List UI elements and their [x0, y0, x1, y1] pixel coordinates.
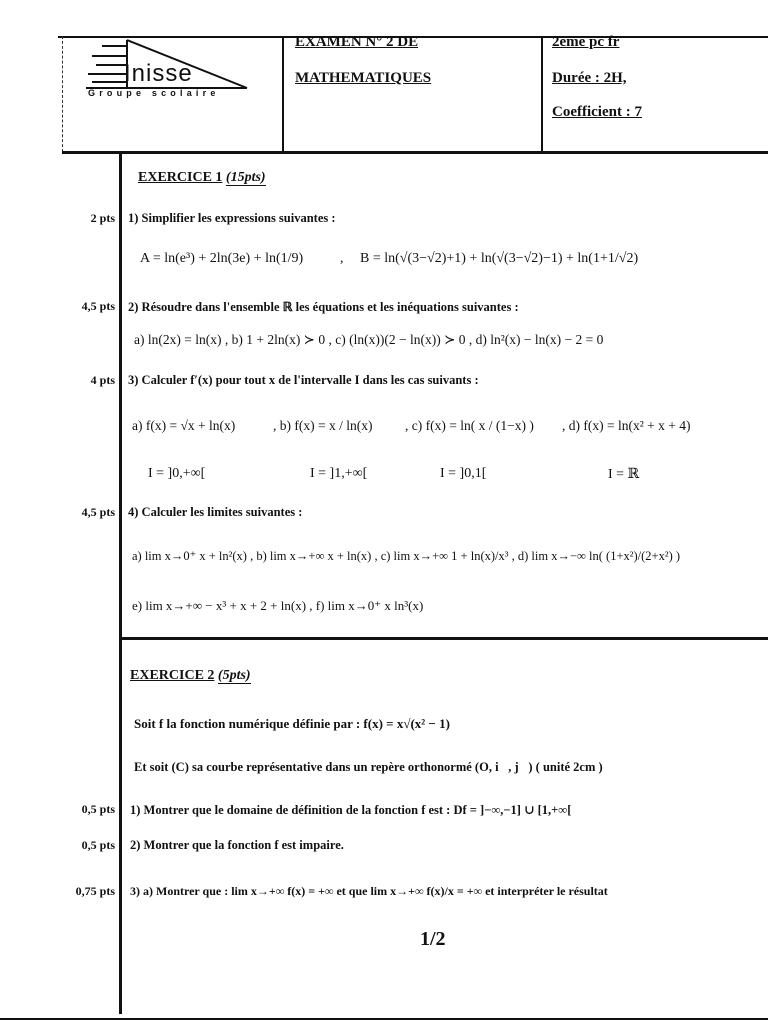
q3-text: 3) Calculer f′(x) pour tout x de l'intervalle I dans les cas suivants :: [128, 373, 479, 387]
exam-title-line2: MATHEMATIQUES: [295, 70, 432, 86]
q3-b: , b) f(x) = x / ln(x): [273, 418, 373, 433]
ex2-q3-points: 0,75 pts: [75, 884, 115, 898]
header-divider-1: [282, 36, 284, 152]
q3-c: , c) f(x) = ln( x / (1−x) ): [405, 418, 534, 433]
exercise2-intro2: Et soit (C) sa courbe représentative dans un repère orthonormé (O, i⃗, j⃗) ( unité 2cm ): [134, 760, 603, 774]
q3-interval-b: I = ]1,+∞[: [310, 466, 368, 481]
exercise1-title: EXERCICE 1: [138, 170, 223, 185]
q4-text: 4) Calculer les limites suivantes :: [128, 505, 303, 519]
q2-points: 4,5 pts: [81, 299, 115, 313]
q4-row1: a) lim x→0⁺ x + ln²(x) , b) lim x→+∞ x + ln(x) , c) lim x→+∞ 1 + ln(x)/x³ , d) lim x→−∞ ln( (1+x²)/(2+x²) ): [132, 549, 681, 563]
exercise2-heading: [130, 668, 251, 684]
page-number: 1/2: [420, 928, 446, 950]
exercise2-title: EXERCICE 2: [130, 668, 215, 683]
exam-coefficient: Coefficient : 7: [552, 104, 642, 120]
q1-text: 1) Simplifier les expressions suivantes :: [128, 211, 336, 225]
logo-subtitle: Groupe scolaire: [88, 88, 220, 98]
class-level: 2eme pc fr: [552, 34, 620, 50]
ex2-q1-points: 0,5 pts: [81, 802, 115, 816]
header-divider-2: [541, 36, 543, 152]
exam-duration: Durée : 2H,: [552, 70, 627, 86]
q4-row2: e) lim x→+∞ − x³ + x + 2 + ln(x) , f) lim x→0⁺ x ln³(x): [132, 598, 424, 613]
exam-title-line1: EXAMEN N° 2 DE: [295, 34, 419, 50]
margin-rule: [119, 152, 122, 1014]
q1-separator: ,: [340, 251, 344, 266]
ex2-q2-text: 2) Montrer que la fonction f est impaire.: [130, 838, 344, 852]
q2-items: a) ln(2x) = ln(x) , b) 1 + 2ln(x) ≻ 0 , c) (ln(x))(2 − ln(x)) ≻ 0 , d) ln²(x) − ln(x) − 2 = 0: [134, 332, 604, 347]
logo-name: Inisse: [124, 60, 193, 87]
q2-text: 2) Résoudre dans l'ensemble ℝ les équations et les inéquations suivantes :: [128, 300, 519, 314]
q3-interval-a: I = ]0,+∞[: [148, 466, 206, 481]
q4-points: 4,5 pts: [81, 505, 115, 519]
ex2-q2-points: 0,5 pts: [81, 838, 115, 852]
q1-formula-b: B = ln(√(3−√2)+1) + ln(√(3−√2)−1) + ln(1+1/√2): [360, 251, 639, 266]
q3-points: 4 pts: [90, 373, 115, 387]
exercise1-points: (15pts): [225, 170, 266, 185]
q3-d: , d) f(x) = ln(x² + x + 4): [562, 418, 691, 433]
q1-points: 2 pts: [90, 211, 115, 225]
section-divider: [120, 637, 768, 640]
q3-a: a) f(x) = √x + ln(x): [132, 418, 236, 433]
header-left-edge: [62, 36, 63, 152]
q1-formula-a: A = ln(e³) + 2ln(3e) + ln(1/9): [140, 251, 304, 266]
q3-interval-d: I = ℝ: [608, 467, 640, 482]
header-bottom-rule: [62, 151, 768, 154]
ex2-q3-text: 3) a) Montrer que : lim x→+∞ f(x) = +∞ et que lim x→+∞ f(x)/x = +∞ et interpréter le résultat: [130, 884, 608, 898]
q3-interval-c: I = ]0,1[: [440, 466, 487, 481]
ex2-q1-text: 1) Montrer que le domaine de définition de la fonction f est : Df = ]−∞,−1] ∪ [1,+∞[: [130, 803, 572, 817]
exercise2-points: (5pts): [217, 668, 251, 683]
exercise1-heading: [138, 170, 266, 186]
exercise2-intro: Soit f la fonction numérique définie par : f(x) = x√(x² − 1): [134, 716, 450, 731]
school-logo: [82, 38, 262, 100]
bottom-rule: [0, 1018, 768, 1020]
